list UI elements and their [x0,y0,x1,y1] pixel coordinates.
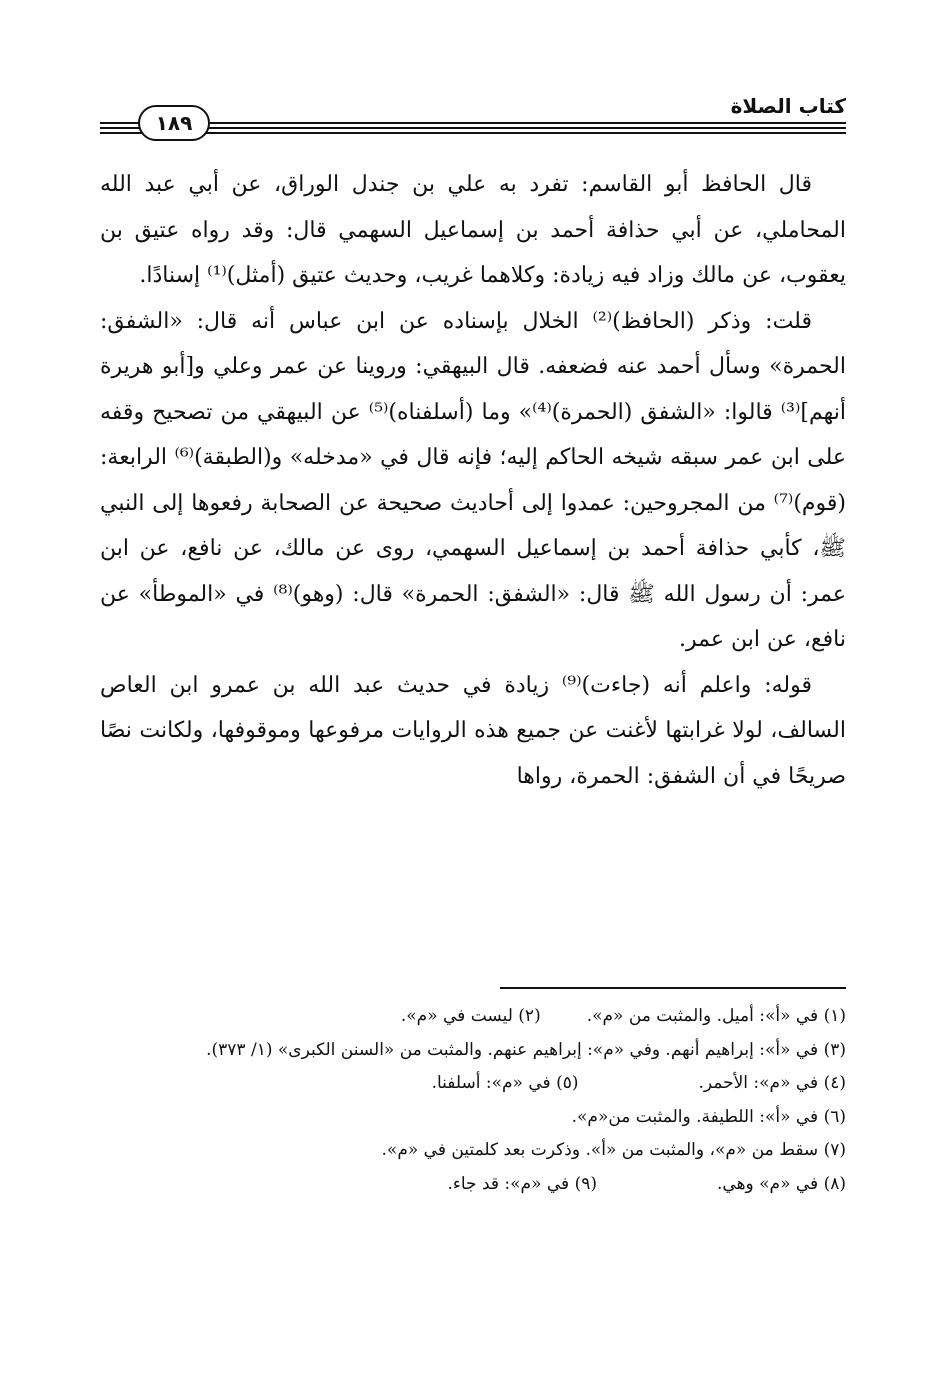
page-number: ١٨٩ [138,105,210,141]
paragraph: قوله: واعلم أنه (جاءت)⁽⁹⁾ زيادة في حديث عبد الله بن عمرو ابن العاص السالف، لولا غرابتها لأغنت عن جميع هذه الروايات مرفوعها وموقوفها، ولكانت نصًا صريحًا في أن الشفق: الحمرة، رواها [100,672,846,789]
footnote: (٦) في «أ»: اللطيفة. والمثبت من«م». [571,1106,846,1127]
footnote: (٧) سقط من «م»، والمثبت من «أ». وذكرت بعد كلمتين في «م». [381,1140,846,1160]
paragraph: قال الحافظ أبو القاسم: تفرد به علي بن جندل الوراق، عن أبي عبد الله المحاملي، عن أبي حذافة أحمد بن إسماعيل السهمي قال: وقد رواه عتيق بن يعقوب، عن مالك وزاد فيه زيادة: وكلاهما غريب، وحديث عتيق (أمثل)⁽¹⁾ إسنادًا. [100,172,846,288]
header-rule [100,127,846,129]
footnote: (١) في «أ»: أميل. والمثبت من «م». [586,1006,846,1026]
header-rule [100,122,846,124]
footnote: (٩) في «م»: قد جاء. [447,1173,597,1194]
footnote: (٨) في «م» وهي. [717,1173,846,1194]
footnotes [100,1000,846,1201]
footnote-line [100,1034,846,1068]
footnote-line [100,1000,846,1034]
footnote: (٤) في «م»: الأحمر. [698,1073,846,1093]
chapter-title: كتاب الصلاة [730,94,846,118]
paragraph: قلت: وذكر (الحافظ)⁽²⁾ الخلال بإسناده عن ابن عباس أنه قال: «الشفق: الحمرة» وسأل أحمد عنه فضعفه. قال البيهقي: وروينا عن عمر وعلي و[أبو هريرة أنهم]⁽³⁾ قالوا: «الشفق (الحمرة)⁽⁴⁾» وما (أسلفناه)⁽⁵⁾ عن البيهقي من تصحيح وقفه على ابن عمر سبقه شيخه الحاكم إليه؛ فإنه قال في «مدخله» و(الطبقة)⁽⁶⁾ الرابعة: (قوم)⁽⁷⁾ من المجروحين: عمدوا إلى أحاديث صحيحة عن الصحابة رفعوها إلى النبي ﷺ، كأبي حذافة أحمد بن إسماعيل السهمي، روى عن مالك، عن نافع، عن ابن عمر: أن رسول الله ﷺ قال: «الشفق: الحمرة» قال: (وهو)⁽⁸⁾ في «الموطأ» عن نافع، عن ابن عمر. [100,308,847,652]
footnote-line [100,1168,846,1202]
footnote: (٢) ليست في «م». [400,1006,541,1026]
footnote: (٥) في «م»: أسلفنا. [431,1073,579,1093]
footnote-separator [500,987,846,989]
page-header [100,92,846,138]
footnote-line [100,1067,846,1101]
footnote: (٣) في «أ»: إبراهيم أنهم. وفي «م»: إبراهيم عنهم. والمثبت من «السنن الكبرى» (١/ ٣٧٣). [206,1039,846,1060]
footnote-line [100,1101,846,1135]
footnote-line [100,1134,846,1168]
header-rule [100,132,846,134]
main-text [100,162,846,799]
